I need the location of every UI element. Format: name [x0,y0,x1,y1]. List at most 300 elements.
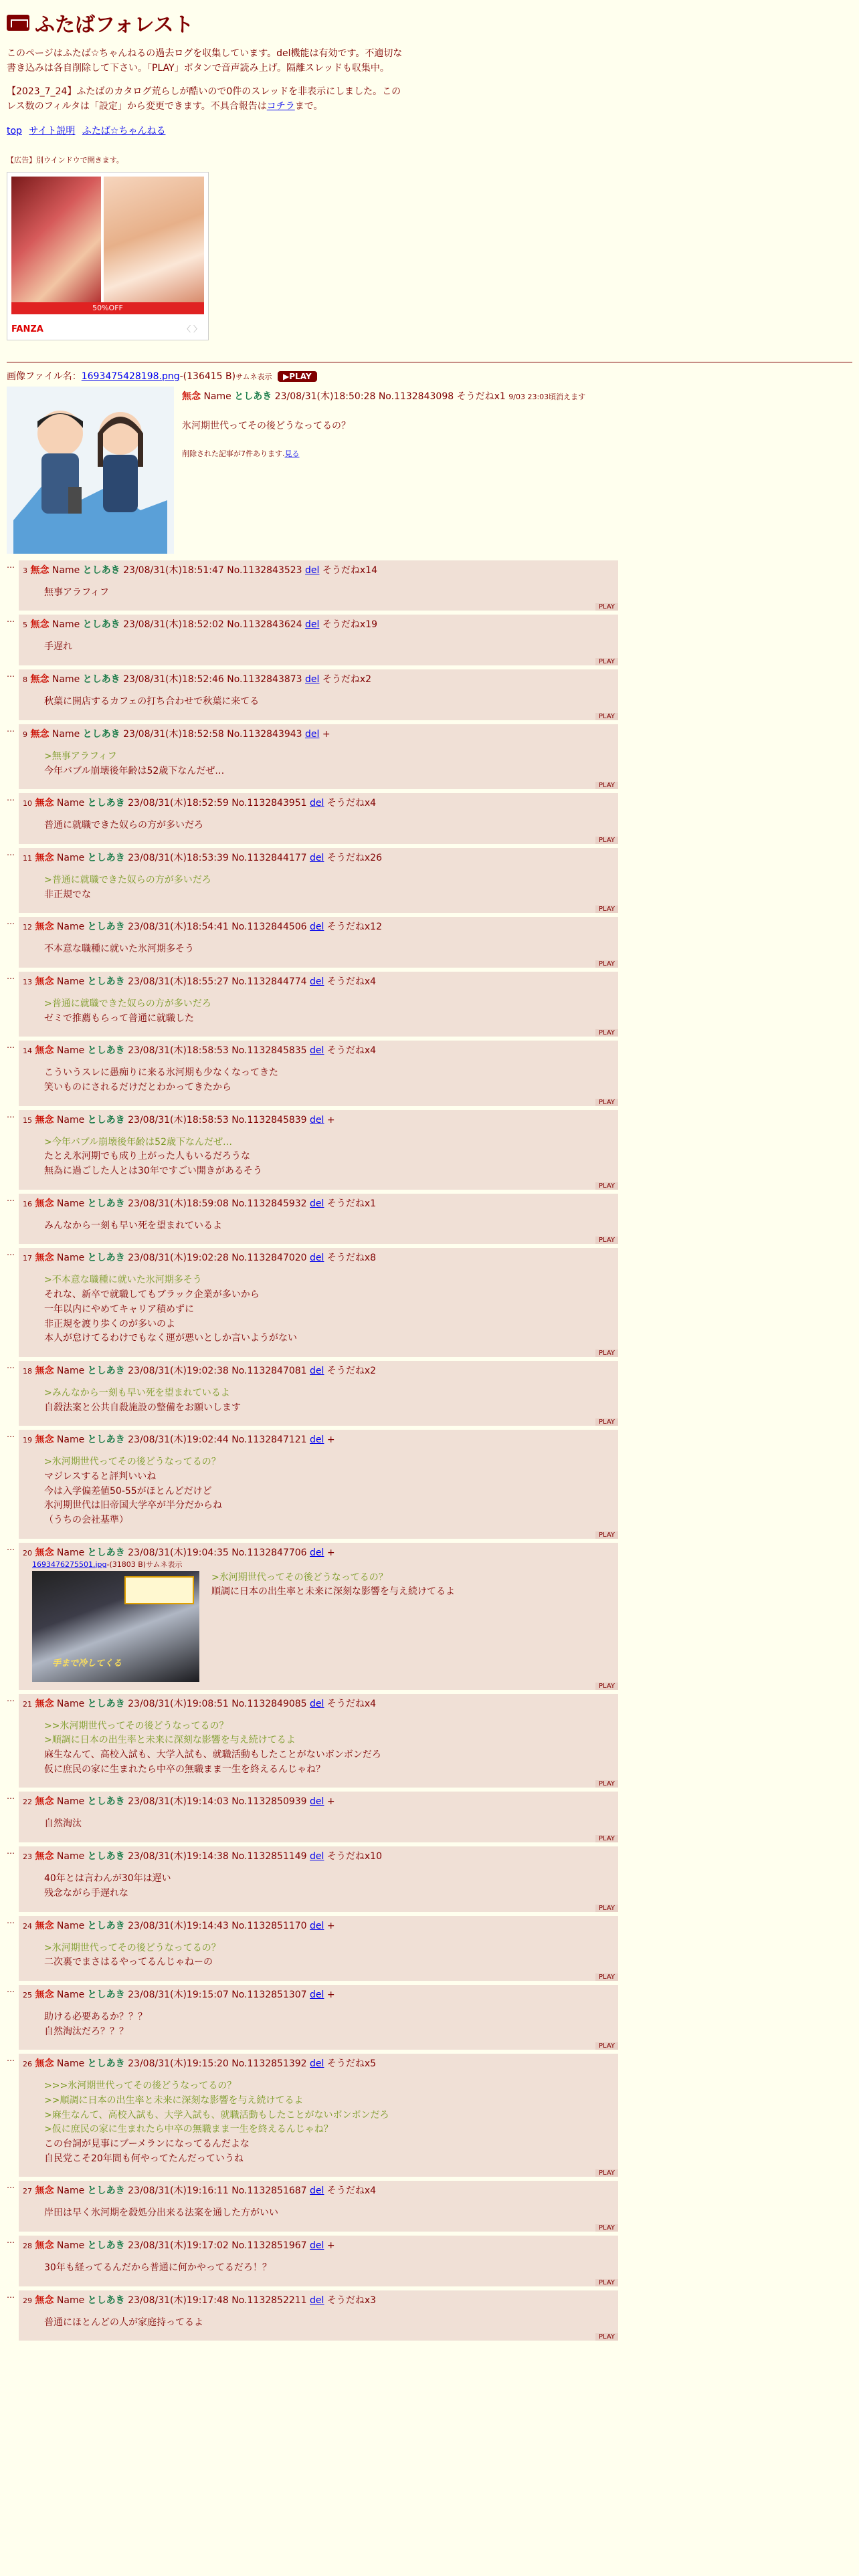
play-button[interactable]: PLAY [595,1418,618,1426]
reply-name: としあき [87,1920,125,1931]
notice-suffix: まで。 [294,101,323,112]
del-link[interactable]: del [310,1045,324,1057]
reply-dots: … [7,1041,15,1051]
reply-no[interactable]: No.1132847081 [231,1365,307,1376]
text-line: この台詞が見事にブーメランになってるんだよな [44,2139,250,2149]
reply-box [19,793,618,844]
reply-subject: 無念 [35,2185,54,2197]
reply-subject: 無念 [35,1434,54,1446]
sodane-button[interactable]: + [326,1114,335,1125]
play-button[interactable]: PLAY [595,1531,618,1539]
reply-name-label: Name [52,619,80,631]
reply-no[interactable]: No.1132851149 [231,1851,307,1862]
reply-number: 28 [23,2242,32,2251]
reply-no[interactable]: No.1132851967 [231,2240,307,2252]
reply [7,1110,618,1190]
reply-subject: 無念 [30,564,50,576]
reply-text [44,2079,614,2166]
reply-no[interactable]: No.1132845932 [231,1198,307,1209]
del-link[interactable]: del [310,2185,324,2197]
del-link[interactable]: del [310,1365,324,1376]
reply-no[interactable]: No.1132847020 [231,1253,307,1264]
reply-number: 14 [23,1047,32,1056]
reply-no[interactable]: No.1132851687 [231,2185,307,2197]
text-line: 非正規でな [44,889,91,900]
reply-box [19,1543,618,1690]
play-button[interactable]: PLAY [595,837,618,844]
quote-line: >仮に庶民の家に生まれたら中卒の無職まま一生を終えるんじゃね？ [44,2124,333,2135]
del-link[interactable]: del [310,2294,324,2306]
op-no[interactable]: No.1132843098 [378,391,454,402]
reply-subject: 無念 [35,1920,54,1931]
text-line: 笑いものにされるだけだとわかってきたから [44,1082,231,1093]
reply [7,1985,618,2050]
sodane-button[interactable]: + [326,2240,335,2252]
reply [7,1543,618,1690]
op-date: 23/08/31(木)18:50:28 [274,391,376,402]
reply-text [44,1817,614,1832]
reply-no[interactable]: No.1132844506 [231,922,307,933]
reply-text [44,640,614,655]
reply-text [44,997,614,1026]
site-description: このページはふたば☆ちゃんねるの過去ログを収集しています。del機能は有効です。不適切な書き込みは各自削除して下さい。「PLAY」ボタンで音声読み上げ。隔離スレッドも収集中。 [7,48,403,74]
text-line: 自然淘汰 [44,1818,82,1830]
sodane-button[interactable]: そうだねx2 [326,1365,377,1376]
reply-number: 21 [23,1699,32,1709]
reply-box [19,2236,618,2286]
op-play-label: PLAY [289,371,312,381]
del-link[interactable]: del [310,1114,324,1125]
text-line: 二次裏でまさはるやってるんじゃねーの [44,1957,213,1968]
reply-no[interactable]: No.1132845835 [231,1045,307,1057]
reply-date: 23/08/31(木)19:08:51 [128,1698,229,1709]
sodane-button[interactable]: そうだねx1 [326,1198,377,1209]
sodane-button[interactable]: そうだねx2 [322,674,372,685]
text-line: ゼミで推薦もらって普通に就職した [44,1012,194,1024]
reply-name-label: Name [56,2058,85,2070]
reply-box [19,1916,618,1981]
play-button[interactable]: PLAY [595,2279,618,2286]
play-button[interactable]: PLAY [595,1099,618,1106]
reply-no[interactable]: No.1132844774 [231,976,307,987]
text-line: 普通にほとんどの人が家庭持ってるよ [44,2317,203,2328]
reply-number: 29 [23,2296,32,2305]
reply-dots: … [7,724,15,734]
sodane-button[interactable]: そうだねx3 [326,2294,377,2306]
link-futaba[interactable]: ふたば☆ちゃんねる [82,125,166,136]
reply [7,1792,618,1842]
text-line: 非正規を渡り歩くのが多いのよ [44,1318,175,1329]
reply-text [44,1273,614,1346]
del-link[interactable]: del [310,852,324,863]
del-link[interactable]: del [305,728,320,740]
reply-dots: … [7,615,15,625]
reply-text [44,873,614,902]
reply-name: としあき [87,1851,125,1862]
reply-box [19,724,618,789]
reply-dots: … [7,1430,15,1440]
sodane-button[interactable]: + [322,728,330,740]
del-link[interactable]: del [305,564,320,576]
reply-name: としあき [87,1198,125,1209]
sodane-button[interactable]: そうだねx26 [326,852,382,863]
reply-text [44,750,614,778]
reply-name: としあき [87,1365,125,1376]
reply-date: 23/08/31(木)19:15:20 [128,2058,229,2070]
reply-subject: 無念 [35,1796,54,1808]
reply-no[interactable]: No.1132852211 [231,2294,307,2306]
play-button[interactable]: PLAY [595,1835,618,1842]
text-line: みんなから一刻も早い死を望まれているよ [44,1220,222,1231]
del-link[interactable]: del [310,922,324,933]
reply [7,972,618,1037]
sodane-button[interactable]: そうだねx4 [326,798,377,809]
op-file-link[interactable]: 1693475428198.png [81,370,180,382]
reply-no[interactable]: No.1132850939 [231,1796,307,1808]
play-button[interactable]: PLAY [595,1780,618,1788]
play-button[interactable]: PLAY [595,713,618,720]
ad-discount: 50%OFF [11,302,204,314]
sodane-button[interactable]: そうだねx5 [326,2058,377,2070]
del-link[interactable]: del [310,1253,324,1264]
ad-banner[interactable] [7,172,209,340]
reply-date: 23/08/31(木)19:14:03 [128,1796,229,1808]
reply-no[interactable]: No.1132851307 [231,1989,307,2000]
del-link[interactable]: del [310,1851,324,1862]
play-button[interactable]: PLAY [595,1973,618,1981]
link-site-info[interactable]: サイト説明 [29,125,76,136]
sodane-button[interactable]: そうだねx8 [326,1253,377,1264]
play-button[interactable]: PLAY [595,1029,618,1037]
reply [7,1248,618,1356]
reply-dots: … [7,1915,15,1925]
reply-box [19,1430,618,1538]
reply-text [44,1455,614,1527]
del-link[interactable]: del [310,2058,324,2070]
reply-date: 23/08/31(木)19:04:35 [128,1547,229,1558]
del-link[interactable]: del [310,1920,324,1931]
text-line: マジレスすると評判いいね [44,1471,157,1482]
op-deleted-link[interactable]: 見る [284,449,300,458]
reply-no[interactable]: No.1132844177 [231,852,307,863]
reply-box [19,1985,618,2050]
sodane-button[interactable]: そうだねx12 [326,922,382,933]
text-line: （うちの会社基準） [44,1515,128,1525]
reply-no[interactable]: No.1132843873 [227,674,302,685]
reply-name: としあき [87,2294,125,2306]
reply-header [23,1697,614,1710]
reply-number: 18 [23,1366,32,1376]
sodane-button[interactable]: + [326,1547,335,1558]
op-thumbnail[interactable] [7,387,174,554]
sodane-button[interactable]: そうだねx4 [326,2185,377,2197]
del-link[interactable]: del [310,1434,324,1446]
reply-text [44,2261,614,2276]
reply-no[interactable]: No.1132843523 [227,564,302,576]
reply-header [23,672,614,685]
reply-number: 25 [23,1990,32,2000]
play-button[interactable]: PLAY [595,2224,618,2232]
reply-name: としあき [87,1114,125,1125]
reply-number: 27 [23,2187,32,2196]
reply [7,2054,618,2177]
op-play-button[interactable]: ▶PLAY [278,371,317,382]
reply-dots: … [7,2054,15,2064]
sodane-button[interactable]: + [326,1920,335,1931]
play-button[interactable]: PLAY [595,2169,618,2177]
text-line: 無為に過ごした人とは30年ですごい開きがあるそう [44,1166,262,1177]
reply-box [19,560,618,611]
reply-name-label: Name [56,798,85,809]
reply-dots: … [7,2290,15,2300]
reply-text [44,2010,614,2039]
reply-header [23,1794,614,1808]
del-link[interactable]: del [310,1796,324,1808]
reply-header [23,1043,614,1057]
site-logo-icon[interactable] [7,15,29,31]
del-link[interactable]: del [310,1198,324,1209]
reply-text [44,1872,614,1901]
reply-subject: 無念 [35,1851,54,1862]
reply-header [23,727,614,740]
notice-text: 【2023_7_24】ふたばのカタログ荒らしが酷いので0件のスレッドを非表示にしました。このレス数のフィルタは「設定」から変更できます。不具合報告は [7,86,401,112]
reply-subject: 無念 [35,976,54,987]
del-link[interactable]: del [305,674,320,685]
reply-number: 10 [23,799,32,809]
op-expire: 9/03 23:03頃消えます [508,392,586,401]
op-sodane[interactable]: そうだねx1 [456,391,506,402]
reply-header [23,1196,614,1210]
op-header [182,389,585,403]
op-thumbnail-illustration [7,387,174,554]
reply-name: としあき [87,798,125,809]
reply [7,1916,618,1981]
reply [7,1194,618,1245]
quote-line: >みんなから一刻も早い死を望まれているよ [44,1387,230,1398]
quote-line: >麻生なんて、高校入試も、大学入試も、就職活動もしたことがないボンボンだろ [44,2109,389,2121]
reply-date: 23/08/31(木)19:02:28 [128,1253,229,1264]
reply [7,1041,618,1105]
reply-box [19,1041,618,1105]
reply-no[interactable]: No.1132843624 [227,619,302,631]
del-link[interactable]: del [310,2240,324,2252]
reply-dots: … [7,971,15,981]
op-name-label: Name [203,391,231,402]
play-button[interactable]: PLAY [595,1683,618,1690]
reply-dots: … [7,917,15,927]
op-file-size: -(136415 B) [179,370,236,382]
reply-subject: 無念 [35,1114,54,1125]
sodane-button[interactable]: + [326,1796,335,1808]
reply-date: 23/08/31(木)18:58:53 [128,1114,229,1125]
reply-header [23,2293,614,2306]
text-line: こういうスレに愚痴りに来る氷河期も少なくなってきた [44,1067,278,1079]
reply-name: としあき [82,619,120,631]
reply-name-label: Name [56,1434,85,1446]
reply-dots: … [7,1109,15,1119]
reply-subject: 無念 [35,852,54,863]
reply-subject: 無念 [35,922,54,933]
ad-brand: FANZA [11,324,43,334]
reply-name: としあき [82,728,120,740]
reply-number: 12 [23,923,32,932]
reply-name-label: Name [56,1198,85,1209]
reply-dots: … [7,1792,15,1802]
play-button[interactable]: PLAY [595,905,618,913]
sodane-button[interactable]: そうだねx4 [326,1045,377,1057]
quote-line: >順調に日本の出生率と未来に深刻な影響を与え続けてるよ [44,1735,296,1746]
reply-subject: 無念 [35,1253,54,1264]
op-file-label: 画像ファイル名： [7,370,82,382]
play-button[interactable]: PLAY [595,782,618,789]
reply-name-label: Name [52,728,80,740]
reply-no[interactable]: No.1132851392 [231,2058,307,2070]
reply-header [23,1251,614,1264]
reply-name: としあき [87,1434,125,1446]
reply-no[interactable]: No.1132851170 [231,1920,307,1931]
play-button[interactable]: PLAY [595,1182,618,1190]
reply-box [19,615,618,665]
reply [7,1430,618,1538]
reply-number: 16 [23,1199,32,1208]
reply-text [44,586,614,601]
op-text: 氷河期世代ってその後どうなってるの？ [182,420,351,431]
reply-header [23,2183,614,2197]
reply-date: 23/08/31(木)18:52:02 [123,619,224,631]
play-button[interactable]: PLAY [595,1237,618,1244]
play-button[interactable]: PLAY [595,603,618,611]
reply-header [23,796,614,809]
reply-subject: 無念 [30,619,50,631]
quote-line: >不本意な職種に就いた氷河期多そう [44,1275,202,1286]
reply-number: 15 [23,1115,32,1125]
text-line: 一年以内にやめてキャリア積めずに [44,1303,194,1315]
reply-no[interactable]: No.1132843943 [227,728,302,740]
sodane-button[interactable]: そうだねx19 [322,619,377,631]
del-link[interactable]: del [310,1698,324,1709]
play-button[interactable]: PLAY [595,2042,618,2050]
reply-name: としあき [87,2240,125,2252]
reply-no[interactable]: No.1132849085 [231,1698,307,1709]
reply-thumb-note: サムネ表示 [146,1560,183,1569]
site-title: ふたばフォレスト [35,13,194,37]
del-link[interactable]: del [310,1989,324,2000]
text-line: 順調に日本の出生率と未来に深刻な影響を与え続けてるよ [211,1586,455,1598]
reply-text [44,1386,614,1415]
quote-line: >>順調に日本の出生率と未来に深刻な影響を与え続けてるよ [44,2095,304,2106]
reply-subject: 無念 [35,1989,54,2000]
ad-image-left [11,177,101,302]
reply-name: としあき [82,674,120,685]
reply-file-size: -(31803 B) [106,1560,147,1569]
reply-dots: … [7,1542,15,1552]
sodane-button[interactable]: + [326,1434,335,1446]
reply-number: 9 [23,730,27,739]
reply-text [44,1219,614,1234]
play-button[interactable]: PLAY [595,1905,618,1912]
text-line: 手遅れ [44,641,72,653]
text-line: 氷河期世代は旧帝国大学卒が半分だからね [44,1500,222,1511]
reply-no[interactable]: No.1132847121 [231,1434,307,1446]
reply-name: としあき [87,2185,125,2197]
reply-thumbnail[interactable] [32,1571,199,1682]
reply [7,1361,618,1426]
reply [7,2236,618,2286]
link-top[interactable]: top [7,125,22,136]
play-button[interactable]: PLAY [595,2333,618,2341]
sodane-button[interactable]: + [326,1989,335,2000]
reply-dots: … [7,1846,15,1856]
reply-name-label: Name [56,852,85,863]
reply-no[interactable]: No.1132845839 [231,1114,307,1125]
reply-name-label: Name [56,976,85,987]
reply-dots: … [7,1360,15,1370]
notice-link[interactable]: コチラ [266,101,295,112]
top-links [7,124,852,137]
reply-header [23,2056,614,2070]
text-line: 助ける必要あるか？？？ [44,2011,147,2022]
reply-number: 24 [23,1921,32,1931]
sodane-button[interactable]: そうだねx4 [326,1698,377,1709]
sodane-button[interactable]: そうだねx4 [326,976,377,987]
reply-box [19,1846,618,1911]
reply-header [23,1545,614,1559]
reply-number: 19 [23,1436,32,1445]
reply-no[interactable]: No.1132843951 [231,798,307,809]
reply-date: 23/08/31(木)18:52:58 [123,728,224,740]
thumbnail-caption: 手まで冷してくる [52,1658,122,1669]
reply [7,2181,618,2232]
reply-list [7,560,618,2341]
reply-date: 23/08/31(木)18:58:53 [128,1045,229,1057]
ad-arrows[interactable]: 〈 〉 [183,324,201,334]
reply-header [23,974,614,988]
reply [7,848,618,913]
reply-header [23,1113,614,1126]
quote-line: >氷河期世代ってその後どうなってるの？ [211,1572,388,1583]
reply-name: としあき [87,1796,125,1808]
del-link[interactable]: del [310,976,324,987]
reply [7,2290,618,2341]
reply-name-label: Name [56,1851,85,1862]
reply-text [44,1066,614,1095]
text-line: 今年バブル崩壊後年齢は52歳下なんだぜ… [44,765,225,776]
quote-line: >普通に就職できた奴らの方が多いだろ [44,998,211,1009]
reply [7,1846,618,1911]
reply-box [19,1792,618,1842]
reply-box [19,669,618,720]
sodane-button[interactable]: そうだねx10 [326,1851,382,1862]
play-button[interactable]: PLAY [595,1350,618,1357]
reply-number: 20 [23,1548,32,1558]
reply-file-link[interactable]: 1693476275501.jpg [32,1560,107,1569]
reply-name-label: Name [56,1989,85,2000]
play-button[interactable]: PLAY [595,658,618,665]
text-line: それな、新卒で就職してもブラック企業が多いから [44,1289,260,1301]
ad-label: 【広告】別ウインドウで開きます。 [7,155,124,165]
reply-text [44,819,614,833]
del-link[interactable]: del [310,1547,324,1558]
sodane-button[interactable]: そうだねx14 [322,564,377,576]
reply-image-row [32,1571,614,1682]
reply-name: としあき [87,852,125,863]
reply-no[interactable]: No.1132847706 [231,1547,307,1558]
del-link[interactable]: del [310,798,324,809]
play-button[interactable]: PLAY [595,960,618,968]
op-deleted-info [182,448,585,459]
del-link[interactable]: del [305,619,320,631]
reply-box [19,1194,618,1245]
